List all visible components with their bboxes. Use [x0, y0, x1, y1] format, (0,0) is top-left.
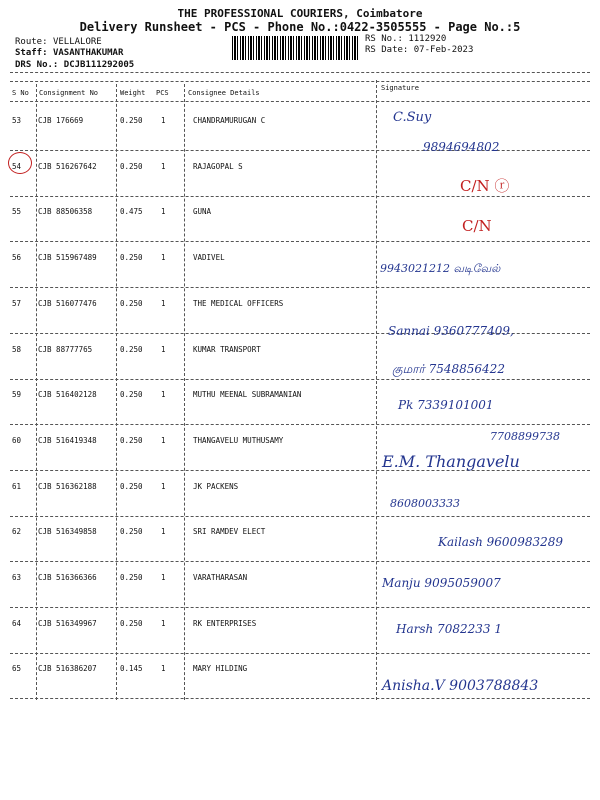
signature-57: Sannai 9360777409, [388, 324, 514, 338]
signature-58: குமார் 7548856422 [392, 362, 505, 376]
row-sno: 59 [12, 390, 22, 399]
row-weight: 0.250 [120, 390, 143, 399]
row-sno: 56 [12, 253, 22, 262]
drs-row [15, 60, 134, 70]
row-consignment: CJB 88777765 [38, 345, 93, 354]
row-consignment: CJB 516366366 [38, 573, 97, 582]
row-consignee: VARATHARASAN [193, 573, 248, 582]
divider [10, 81, 590, 82]
row-pcs: 1 [161, 162, 166, 171]
col-weight: Weight [120, 89, 146, 97]
row-divider [10, 379, 590, 380]
row-pcs: 1 [161, 345, 166, 354]
row-weight: 0.250 [120, 527, 143, 536]
row-consignee: JK PACKENS [193, 482, 239, 491]
row-consignee: VADIVEL [193, 253, 225, 262]
row-pcs: 1 [161, 207, 166, 216]
row-consignee: MUTHU MEENAL SUBRAMANIAN [193, 390, 302, 399]
row-consignment: CJB 516386207 [38, 664, 97, 673]
row-weight: 0.250 [120, 116, 143, 125]
signature-64: Harsh 7082233 1 [396, 622, 502, 636]
signature-60: E.M. Thangavelu [382, 452, 520, 471]
row-divider [10, 607, 590, 608]
rs-date: RS Date: 07-Feb-2023 [365, 45, 474, 55]
staff-value: VASANTHAKUMAR [52, 48, 124, 58]
barcode [232, 36, 360, 60]
row-consignee: RAJAGOPAL S [193, 162, 243, 171]
col-pcs: PCS [156, 89, 169, 97]
row-sno: 58 [12, 345, 22, 354]
col-consignee: Consignee Details [188, 89, 260, 97]
signature-63: Manju 9095059007 [382, 576, 501, 590]
row-pcs: 1 [161, 664, 166, 673]
drs-label: DRS No.: [15, 60, 59, 70]
rs-number: RS No.: 1112920 [365, 34, 447, 44]
row-consignment: CJB 516349858 [38, 527, 97, 536]
divider [10, 101, 590, 102]
row-sno: 65 [12, 664, 22, 673]
row-pcs: 1 [161, 253, 166, 262]
row-consignee: MARY HILDING [193, 664, 248, 673]
row-pcs: 1 [161, 436, 166, 445]
signature-59: Pk 7339101001 [398, 398, 494, 412]
row-sno: 53 [12, 116, 22, 125]
route-label: Route: [15, 37, 48, 47]
signature-53-phone: 9894694802 [423, 140, 500, 154]
row-weight: 0.250 [120, 345, 143, 354]
row-weight: 0.250 [120, 436, 143, 445]
row-consignment: CJB 516349967 [38, 619, 97, 628]
row-sno: 64 [12, 619, 22, 628]
row-divider [10, 561, 590, 562]
signature-55: C/N [462, 217, 492, 235]
red-circle-mark [8, 152, 32, 174]
row-consignment: CJB 516362188 [38, 482, 97, 491]
row-pcs: 1 [161, 482, 166, 491]
row-sno: 60 [12, 436, 22, 445]
row-consignment: CJB 516267642 [38, 162, 97, 171]
row-consignment: CJB 516419348 [38, 436, 97, 445]
row-consignee: THE MEDICAL OFFICERS [193, 299, 284, 308]
row-consignee: SRI RAMDEV ELECT [193, 527, 266, 536]
signature-62: Kailash 9600983289 [438, 535, 563, 549]
row-divider [10, 241, 590, 242]
staff-label: Staff: [15, 48, 48, 58]
row-pcs: 1 [161, 527, 166, 536]
col-signature: Signature [381, 84, 419, 92]
row-pcs: 1 [161, 619, 166, 628]
row-pcs: 1 [161, 299, 166, 308]
row-weight: 0.250 [120, 162, 143, 171]
signature-60-phone: 7708899738 [490, 430, 560, 443]
row-sno: 57 [12, 299, 22, 308]
row-consignment: CJB 176669 [38, 116, 84, 125]
row-weight: 0.250 [120, 299, 143, 308]
row-divider [10, 424, 590, 425]
row-consignee: KUMAR TRANSPORT [193, 345, 261, 354]
row-weight: 0.250 [120, 619, 143, 628]
row-sno: 55 [12, 207, 22, 216]
row-consignee: CHANDRAMURUGAN C [193, 116, 266, 125]
row-pcs: 1 [161, 390, 166, 399]
signature-61: 8608003333 [390, 497, 460, 510]
row-weight: 0.145 [120, 664, 143, 673]
row-divider [10, 196, 590, 197]
divider [10, 72, 590, 73]
row-divider [10, 150, 590, 151]
runsheet-subtitle: Delivery Runsheet - PCS - Phone No.:0422-3505555 - Page No.:5 [79, 20, 521, 34]
row-weight: 0.250 [120, 573, 143, 582]
row-sno: 62 [12, 527, 22, 536]
signature-65: Anisha.V 9003788843 [382, 678, 539, 694]
drs-value: DCJB111292005 [63, 60, 135, 70]
row-divider [10, 698, 590, 699]
row-divider [10, 653, 590, 654]
row-pcs: 1 [161, 573, 166, 582]
row-sno: 61 [12, 482, 22, 491]
row-sno: 54 [12, 162, 22, 171]
row-divider [10, 516, 590, 517]
row-weight: 0.475 [120, 207, 143, 216]
signature-54: C/N ⓡ [460, 177, 510, 195]
row-consignment: CJB 516402128 [38, 390, 97, 399]
row-consignment: CJB 516077476 [38, 299, 97, 308]
signature-53: C.Suy [393, 110, 432, 125]
row-weight: 0.250 [120, 482, 143, 491]
row-consignee: RK ENTERPRISES [193, 619, 257, 628]
staff-row [15, 48, 123, 58]
row-consignee: THANGAVELU MUTHUSAMY [193, 436, 284, 445]
signature-56: 9943021212 வடிவேல் [380, 262, 501, 275]
company-title: THE PROFESSIONAL COURIERS, Coimbatore [177, 7, 423, 20]
row-divider [10, 287, 590, 288]
route-value: VELLALORE [52, 37, 102, 47]
col-consignment: Consignment No [39, 89, 99, 97]
row-sno: 63 [12, 573, 22, 582]
route-row [15, 37, 102, 47]
row-consignment: CJB 88506358 [38, 207, 93, 216]
row-consignee: GUNA [193, 207, 212, 216]
row-pcs: 1 [161, 116, 166, 125]
row-weight: 0.250 [120, 253, 143, 262]
row-consignment: CJB 515967489 [38, 253, 97, 262]
col-sno: S No [12, 89, 29, 97]
